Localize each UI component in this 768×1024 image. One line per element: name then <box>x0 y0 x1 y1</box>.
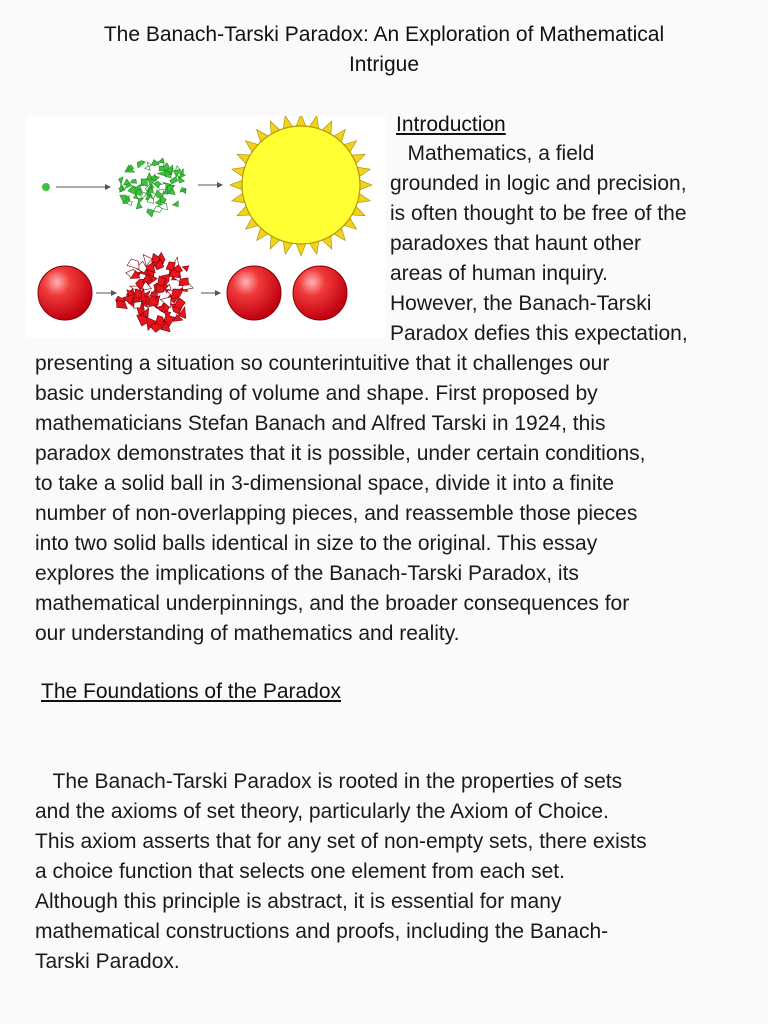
text-line: to take a solid ball in 3-dimensional space, divide it into a finite <box>35 472 614 495</box>
green-point <box>42 183 50 191</box>
text-line: mathematicians Stefan Banach and Alfred Tarski in 1924, this <box>35 412 606 435</box>
red-fragment <box>134 302 142 309</box>
title-line-2: Intrigue <box>348 53 420 76</box>
text-line: paradox demonstrates that it is possible, under certain conditions, <box>35 442 646 465</box>
text-line: mathematical underpinnings, and the broader consequences for <box>35 592 630 615</box>
text-line: Paradox defies this expectation, <box>390 322 688 345</box>
introduction-heading: Introduction <box>396 113 506 136</box>
document-title <box>60 20 708 80</box>
introduction-full-text <box>35 349 735 649</box>
text-line: basic understanding of volume and shape. First proposed by <box>35 382 598 405</box>
illustration-svg <box>26 116 386 338</box>
text-line: The Banach-Tarski Paradox is rooted in the properties of sets <box>35 770 623 793</box>
title-line-1: The Banach-Tarski Paradox: An Exploration of Mathematical <box>103 23 665 46</box>
text-line: areas of human inquiry. <box>390 262 608 285</box>
text-line: Mathematics, a field <box>390 142 595 165</box>
banach-tarski-illustration <box>26 116 386 338</box>
text-line: and the axioms of set theory, particularly the Axiom of Choice. <box>35 800 609 823</box>
red-fragment <box>179 278 189 286</box>
text-line: Tarski Paradox. <box>35 950 180 973</box>
text-line: This axiom asserts that for any set of non-empty sets, there exists <box>35 830 647 853</box>
introduction-side-text <box>390 139 740 349</box>
text-line: grounded in logic and precision, <box>390 172 687 195</box>
sun-disc <box>242 126 360 244</box>
foundations-text <box>35 767 735 977</box>
foundations-heading: The Foundations of the Paradox <box>41 680 342 703</box>
red-ball-copy-2 <box>293 266 347 320</box>
red-ball-original <box>38 266 92 320</box>
text-line: explores the implications of the Banach-Tarski Paradox, its <box>35 562 579 585</box>
text-line: a choice function that selects one element from each set. <box>35 860 565 883</box>
text-line: paradoxes that haunt other <box>390 232 642 255</box>
text-line: into two solid balls identical in size to the original. This essay <box>35 532 598 555</box>
text-line: number of non-overlapping pieces, and reassemble those pieces <box>35 502 638 525</box>
text-line: presenting a situation so counterintuitive that it challenges our <box>35 352 610 375</box>
green-fragment <box>159 167 165 171</box>
text-line: However, the Banach-Tarski <box>390 292 652 315</box>
text-line: mathematical constructions and proofs, including the Banach- <box>35 920 609 943</box>
text-line: our understanding of mathematics and reality. <box>35 622 460 645</box>
text-line: Although this principle is abstract, it is essential for many <box>35 890 562 913</box>
red-ball-copy-1 <box>227 266 281 320</box>
text-line: is often thought to be free of the <box>390 202 687 225</box>
